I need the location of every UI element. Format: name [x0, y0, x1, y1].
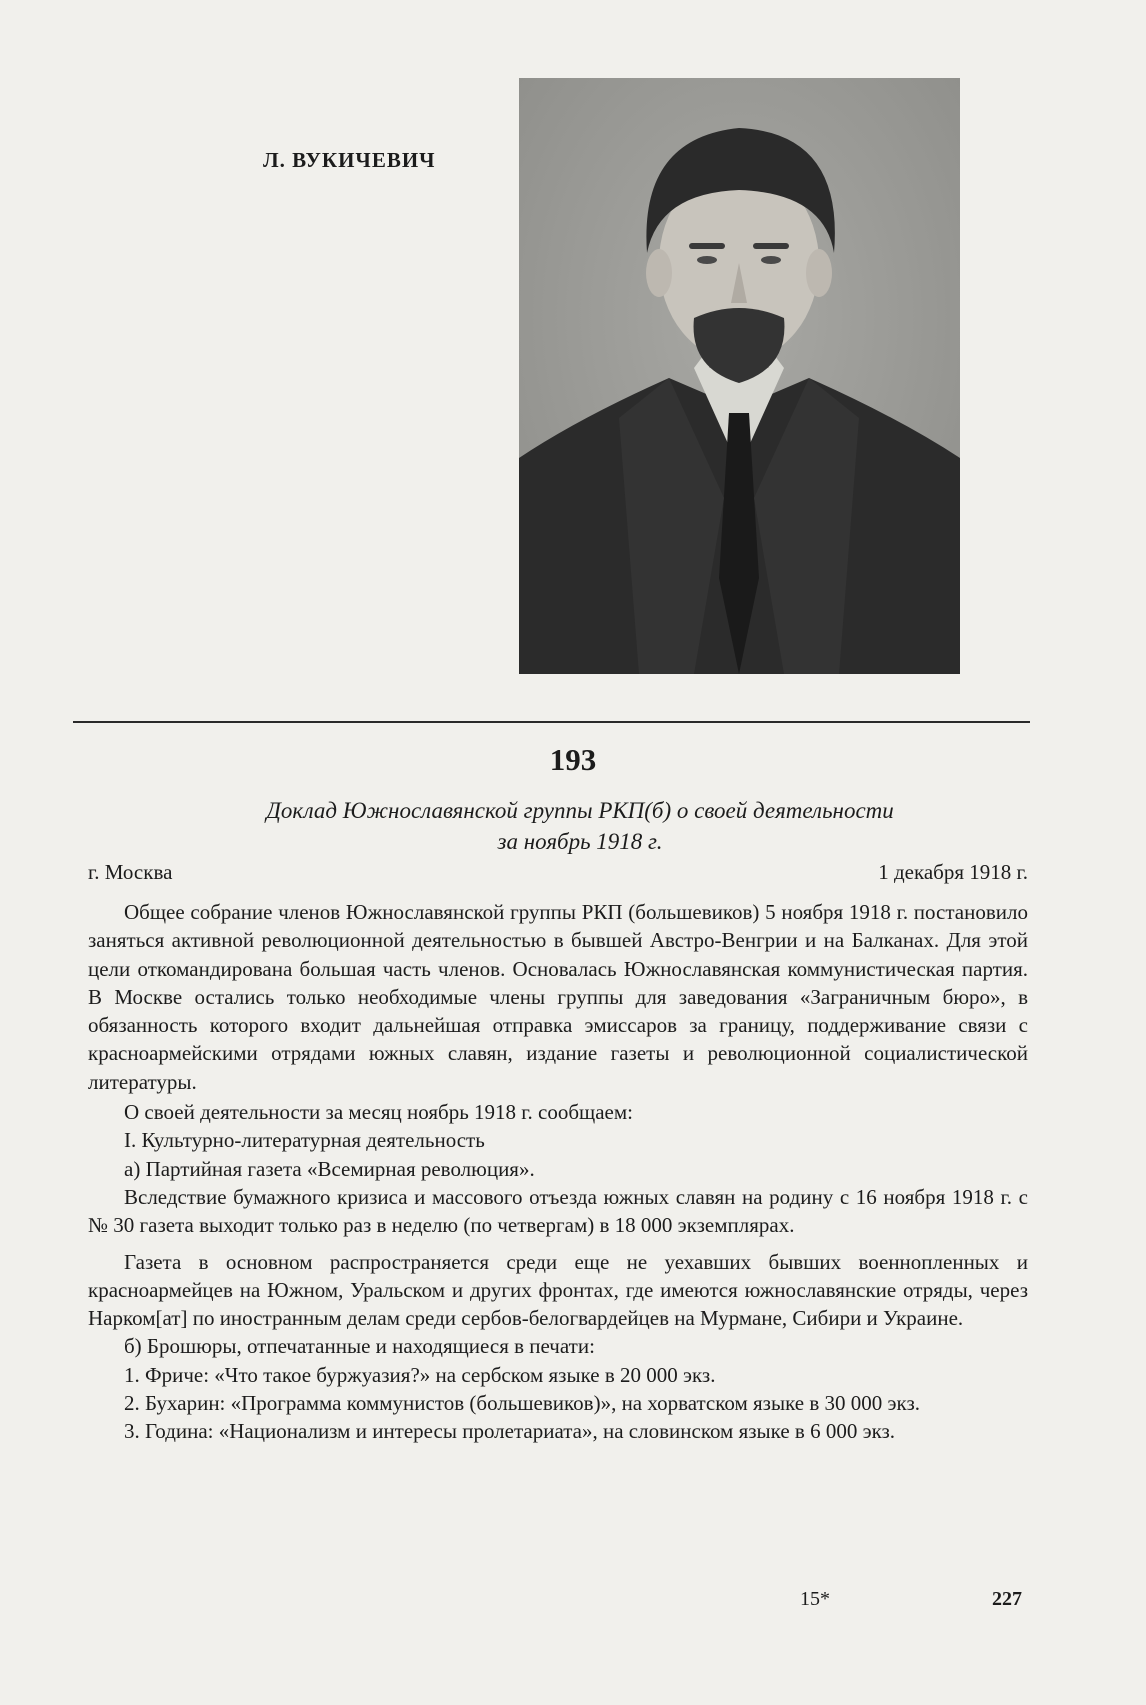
page-number: 227	[992, 1588, 1022, 1610]
body-paragraph: О своей деятельности за месяц ноябрь 1918 г. сообщаем:	[124, 1100, 633, 1125]
body-paragraph: Вследствие бумажного кризиса и массового отъезда южных славян на родину с 16 ноября 1918 г. с № 30 газета выходит только раз в неделю (по четвергам) в 18 000 экземплярах.	[88, 1184, 1028, 1238]
section-divider	[73, 721, 1030, 723]
signature-mark: 15*	[800, 1588, 830, 1610]
subsection-heading: б) Брошюры, отпечатанные и находящиеся в печати:	[124, 1334, 595, 1359]
document-body	[88, 898, 1028, 1446]
document-title-line-1: Доклад Южнославянской группы РКП(б) о своей деятельности	[266, 798, 894, 823]
document-number: 193	[549, 742, 597, 777]
document-place: г. Москва	[88, 860, 173, 884]
document-date: 1 декабря 1918 г.	[878, 860, 1028, 884]
body-paragraph: Газета в основном распространяется среди еще не уехавших бывших военнопленных и красноармейцев на Южном, Уральском и других фронтах, где имеются южнославянские отряды, через Нарком[ат] по иностранным делам среди сербов-белогвардейцев на Мурмане, Сибири и Украине.	[88, 1249, 1028, 1331]
list-item: 2. Бухарин: «Программа коммунистов (большевиков)», на хорватском языке в 30 000 экз.	[124, 1391, 920, 1416]
portrait-caption: Л. ВУКИЧЕВИЧ	[263, 148, 436, 172]
portrait-image	[519, 78, 960, 674]
subsection-heading: а) Партийная газета «Всемирная революция».	[124, 1156, 535, 1181]
portrait-photo	[519, 78, 960, 674]
list-item: 1. Фриче: «Что такое буржуазия?» на сербском языке в 20 000 экз.	[124, 1362, 716, 1387]
body-paragraph: Общее собрание членов Южнославянской группы РКП (большевиков) 5 ноября 1918 г. постановило заняться активной революционной деятельностью в бывшей Австро-Венгрии и на Балканах. Для этой цели откомандирована большая часть членов. Основалась Южнославянская коммунистическая партия. В Москве остались только необходимые члены группы для заведования «Заграничным бюро», в обязанность которого входит дальнейшая отправка эмиссаров за границу, поддерживание связи с красноармейскими отрядами южных славян, издание газеты и революционной социалистической литературы.	[88, 900, 1028, 1094]
list-item: 3. Година: «Национализм и интересы пролетариата», на словинском языке в 6 000 экз.	[124, 1419, 896, 1444]
document-title-line-2: за ноябрь 1918 г.	[497, 829, 663, 854]
section-heading: I. Культурно-литературная деятельность	[124, 1128, 485, 1153]
place-date-line	[88, 860, 1028, 885]
document-title	[140, 795, 1020, 857]
